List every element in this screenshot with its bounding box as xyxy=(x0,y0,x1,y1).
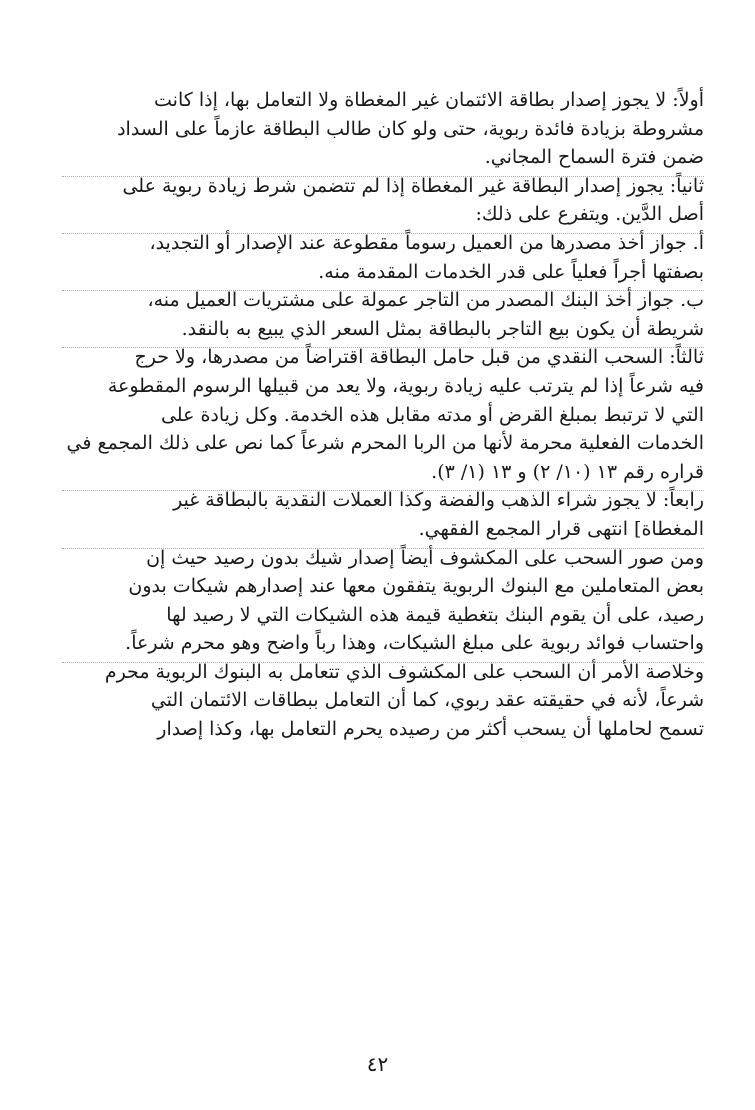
text-line: ب. جواز أخذ البنك المصدر من التاجر عمولة على مشتريات العميل منه، xyxy=(147,289,704,312)
paragraph-item-b xyxy=(62,286,704,343)
paragraph-fourth xyxy=(62,486,704,543)
text-line: رصيد، على أن يقوم البنك بتغطية قيمة هذه الشيكات التي لا رصيد لها xyxy=(166,603,704,626)
page-number: ٤٢ xyxy=(366,1052,389,1076)
text-line: فيه شرعاً إذا لم يترتب عليه زيادة ربوية، ولا يعد من قبيلها الرسوم المقطوعة xyxy=(107,374,704,397)
text-line: شريطة أن يكون بيع التاجر بالبطاقة بمثل السعر الذي يبيع به بالنقد. xyxy=(181,317,704,340)
paragraph-separator xyxy=(62,347,704,348)
text-line: قراره رقم ١٣ (١٠/ ٢) و ١٣ (١/ ٣). xyxy=(431,460,704,483)
paragraph-first xyxy=(62,86,704,172)
paragraph-third xyxy=(62,343,704,486)
paragraph-separator xyxy=(62,548,704,549)
text-line: أولاً: لا يجوز إصدار بطاقة الائتمان غير المغطاة ولا التعامل بها، إذا كانت xyxy=(154,89,704,111)
paragraph-separator xyxy=(62,490,704,491)
paragraph-separator xyxy=(62,176,704,177)
paragraph-overdraft xyxy=(62,544,704,658)
text-line: واحتساب فوائد ربوية على مبلغ الشيكات، وهذا رباً واضح وهو محرم شرعاً. xyxy=(125,632,704,655)
paragraph-item-a xyxy=(62,229,704,286)
text-line: التي لا ترتبط بمبلغ القرض أو مدته مقابل هذه الخدمة. وكل زيادة على xyxy=(160,403,704,426)
text-line: ثالثاً: السحب النقدي من قبل حامل البطاقة اقتراضاً من مصدرها، ولا حرج xyxy=(134,346,704,369)
paragraph-separator xyxy=(62,233,704,234)
text-line: بعض المتعاملين مع البنوك الربوية يتفقون معها عند إصدارهم شيكات بدون xyxy=(128,575,704,598)
text-line: بصفتها أجراً فعلياً على قدر الخدمات المقدمة منه. xyxy=(318,260,704,283)
text-line: أ. جواز أخذ مصدرها من العميل رسوماً مقطوعة عند الإصدار أو التجديد، xyxy=(149,231,704,254)
text-line: ومن صور السحب على المكشوف أيضاً إصدار شيك بدون رصيد حيث إن xyxy=(146,546,704,569)
text-line: ثانياً: يجوز إصدار البطاقة غير المغطاة إذا لم تتضمن شرط زيادة ربوية على xyxy=(122,174,704,197)
text-line: المغطاة] انتهى قرار المجمع الفقهي. xyxy=(418,517,704,540)
text-line: شرعاً، لأنه في حقيقته عقد ربوي، كما أن التعامل ببطاقات الائتمان التي xyxy=(150,689,704,712)
body-text xyxy=(62,86,704,744)
text-line: مشروطة بزيادة فائدة ربوية، حتى ولو كان طالب البطاقة عازماً على السداد xyxy=(117,117,704,140)
text-line: رابعاً: لا يجوز شراء الذهب والفضة وكذا العملات النقدية بالبطاقة غير xyxy=(173,489,704,512)
paragraph-conclusion xyxy=(62,658,704,744)
text-line: وخلاصة الأمر أن السحب على المكشوف الذي تتعامل به البنوك الربوية محرم xyxy=(104,660,704,683)
paragraph-separator xyxy=(62,290,704,291)
text-line: الخدمات الفعلية محرمة لأنها من الربا المحرم شرعاً كما نص على ذلك المجمع في xyxy=(66,432,704,455)
text-line: أصل الدَّين. ويتفرع على ذلك: xyxy=(475,203,704,226)
paragraph-separator xyxy=(62,662,704,663)
text-line: ضمن فترة السماح المجاني. xyxy=(484,146,704,169)
paragraph-second xyxy=(62,172,704,229)
text-line: تسمح لحاملها أن يسحب أكثر من رصيده يحرم التعامل بها، وكذا إصدار xyxy=(157,718,704,741)
